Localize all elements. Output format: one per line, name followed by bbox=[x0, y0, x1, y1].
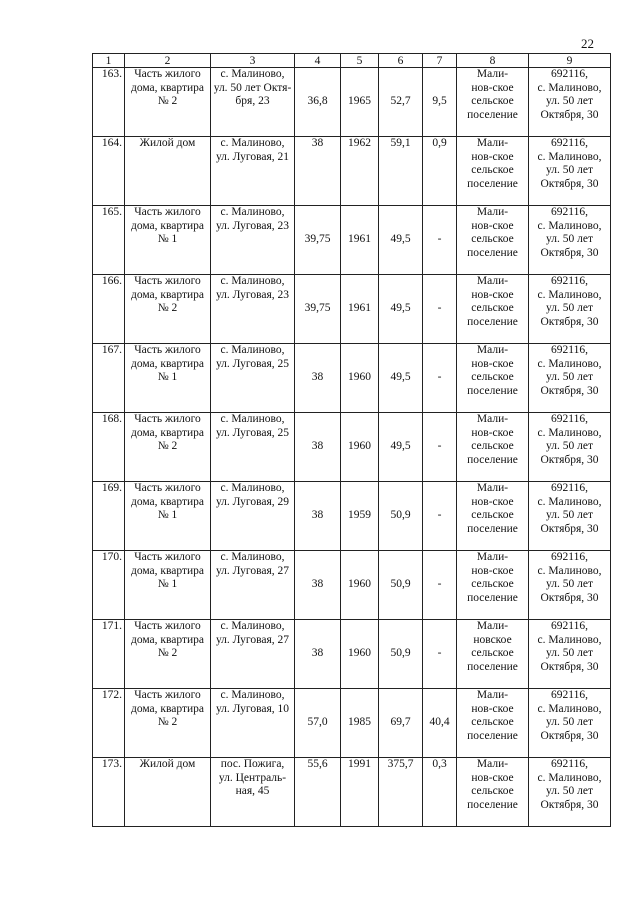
area-value: 38 bbox=[295, 482, 341, 551]
owner-address: 692116, с. Малиново, ул. 50 лет Октября, 30 bbox=[529, 275, 611, 344]
row-number: 165. bbox=[93, 206, 125, 275]
owner-name: Мали- нов-ское сельское поселение bbox=[457, 482, 529, 551]
value-col7: 40,4 bbox=[423, 689, 457, 758]
value-col7: - bbox=[423, 620, 457, 689]
column-header: 4 bbox=[295, 54, 341, 68]
owner-name: Мали- нов-ское сельское поселение bbox=[457, 758, 529, 827]
row-number: 163. bbox=[93, 68, 125, 137]
table-row bbox=[93, 344, 611, 413]
object-name: Часть жилого дома, квартира № 2 bbox=[125, 275, 211, 344]
row-number: 173. bbox=[93, 758, 125, 827]
value-col6: 50,9 bbox=[379, 551, 423, 620]
object-address: с. Малиново, ул. Луговая, 23 bbox=[211, 206, 295, 275]
object-address: с. Малиново, ул. Луговая, 10 bbox=[211, 689, 295, 758]
table-row bbox=[93, 551, 611, 620]
value-col7: - bbox=[423, 275, 457, 344]
object-name: Жилой дом bbox=[125, 758, 211, 827]
table-row bbox=[93, 689, 611, 758]
value-col7: - bbox=[423, 551, 457, 620]
page-number: 22 bbox=[581, 36, 594, 51]
column-header: 7 bbox=[423, 54, 457, 68]
year-value: 1991 bbox=[341, 758, 379, 827]
table-row bbox=[93, 68, 611, 137]
object-address: с. Малиново, ул. 50 лет Октя- бря, 23 bbox=[211, 68, 295, 137]
object-name: Часть жилого дома, квартира № 1 bbox=[125, 206, 211, 275]
object-address: с. Малиново, ул. Луговая, 21 bbox=[211, 137, 295, 206]
value-col6: 49,5 bbox=[379, 344, 423, 413]
area-value: 55,6 bbox=[295, 758, 341, 827]
area-value: 38 bbox=[295, 620, 341, 689]
table-header-row bbox=[93, 54, 611, 68]
value-col7: 9,5 bbox=[423, 68, 457, 137]
row-number: 172. bbox=[93, 689, 125, 758]
row-number: 164. bbox=[93, 137, 125, 206]
value-col6: 49,5 bbox=[379, 275, 423, 344]
area-value: 36,8 bbox=[295, 68, 341, 137]
area-value: 39,75 bbox=[295, 206, 341, 275]
year-value: 1960 bbox=[341, 620, 379, 689]
year-value: 1965 bbox=[341, 68, 379, 137]
column-header: 5 bbox=[341, 54, 379, 68]
owner-address: 692116, с. Малиново, ул. 50 лет Октября, 30 bbox=[529, 620, 611, 689]
table-row bbox=[93, 758, 611, 827]
table-row bbox=[93, 620, 611, 689]
value-col6: 375,7 bbox=[379, 758, 423, 827]
owner-address: 692116, с. Малиново, ул. 50 лет Октября, 30 bbox=[529, 551, 611, 620]
area-value: 39,75 bbox=[295, 275, 341, 344]
object-name: Часть жилого дома, квартира № 1 bbox=[125, 482, 211, 551]
owner-name: Мали- новское сельское поселение bbox=[457, 620, 529, 689]
object-address: с. Малиново, ул. Луговая, 25 bbox=[211, 344, 295, 413]
area-value: 38 bbox=[295, 413, 341, 482]
owner-address: 692116, с. Малиново, ул. 50 лет Октября, 30 bbox=[529, 206, 611, 275]
year-value: 1959 bbox=[341, 482, 379, 551]
area-value: 38 bbox=[295, 344, 341, 413]
column-header: 8 bbox=[457, 54, 529, 68]
value-col6: 59,1 bbox=[379, 137, 423, 206]
area-value: 38 bbox=[295, 137, 341, 206]
year-value: 1960 bbox=[341, 413, 379, 482]
column-header: 9 bbox=[529, 54, 611, 68]
owner-address: 692116, с. Малиново, ул. 50 лет Октября, 30 bbox=[529, 689, 611, 758]
owner-name: Мали- нов-ское сельское поселение bbox=[457, 275, 529, 344]
row-number: 171. bbox=[93, 620, 125, 689]
area-value: 38 bbox=[295, 551, 341, 620]
table-row bbox=[93, 413, 611, 482]
value-col6: 69,7 bbox=[379, 689, 423, 758]
value-col7: - bbox=[423, 482, 457, 551]
owner-address: 692116, с. Малиново, ул. 50 лет Октября, 30 bbox=[529, 68, 611, 137]
table-row bbox=[93, 482, 611, 551]
object-name: Часть жилого дома, квартира № 2 bbox=[125, 620, 211, 689]
owner-name: Мали- нов-ское сельское поселение bbox=[457, 689, 529, 758]
object-name: Жилой дом bbox=[125, 137, 211, 206]
owner-address: 692116, с. Малиново, ул. 50 лет Октября, 30 bbox=[529, 413, 611, 482]
column-header: 3 bbox=[211, 54, 295, 68]
owner-name: Мали- нов-ское сельское поселение bbox=[457, 206, 529, 275]
row-number: 168. bbox=[93, 413, 125, 482]
object-name: Часть жилого дома, квартира № 2 bbox=[125, 413, 211, 482]
object-address: пос. Пожига, ул. Централь- ная, 45 bbox=[211, 758, 295, 827]
object-address: с. Малиново, ул. Луговая, 29 bbox=[211, 482, 295, 551]
year-value: 1962 bbox=[341, 137, 379, 206]
owner-address: 692116, с. Малиново, ул. 50 лет Октября, 30 bbox=[529, 344, 611, 413]
row-number: 170. bbox=[93, 551, 125, 620]
year-value: 1961 bbox=[341, 275, 379, 344]
table-row bbox=[93, 206, 611, 275]
value-col6: 49,5 bbox=[379, 206, 423, 275]
owner-name: Мали- нов-ское сельское поселение bbox=[457, 551, 529, 620]
owner-address: 692116, с. Малиново, ул. 50 лет Октября, 30 bbox=[529, 482, 611, 551]
property-register-table bbox=[92, 53, 611, 827]
column-header: 6 bbox=[379, 54, 423, 68]
value-col7: - bbox=[423, 344, 457, 413]
object-name: Часть жилого дома, квартира № 2 bbox=[125, 68, 211, 137]
value-col7: - bbox=[423, 413, 457, 482]
column-header: 2 bbox=[125, 54, 211, 68]
owner-address: 692116, с. Малиново, ул. 50 лет Октября, 30 bbox=[529, 758, 611, 827]
value-col6: 49,5 bbox=[379, 413, 423, 482]
owner-name: Мали- нов-ское сельское поселение bbox=[457, 413, 529, 482]
value-col6: 52,7 bbox=[379, 68, 423, 137]
value-col7: 0,3 bbox=[423, 758, 457, 827]
year-value: 1985 bbox=[341, 689, 379, 758]
table-row bbox=[93, 275, 611, 344]
column-header: 1 bbox=[93, 54, 125, 68]
owner-name: Мали- нов-ское сельское поселение bbox=[457, 344, 529, 413]
area-value: 57,0 bbox=[295, 689, 341, 758]
object-name: Часть жилого дома, квартира № 2 bbox=[125, 689, 211, 758]
object-name: Часть жилого дома, квартира № 1 bbox=[125, 344, 211, 413]
owner-name: Мали- нов-ское сельское поселение bbox=[457, 68, 529, 137]
object-address: с. Малиново, ул. Луговая, 27 bbox=[211, 620, 295, 689]
row-number: 169. bbox=[93, 482, 125, 551]
value-col6: 50,9 bbox=[379, 620, 423, 689]
year-value: 1960 bbox=[341, 344, 379, 413]
value-col7: - bbox=[423, 206, 457, 275]
object-address: с. Малиново, ул. Луговая, 27 bbox=[211, 551, 295, 620]
year-value: 1960 bbox=[341, 551, 379, 620]
year-value: 1961 bbox=[341, 206, 379, 275]
value-col7: 0,9 bbox=[423, 137, 457, 206]
value-col6: 50,9 bbox=[379, 482, 423, 551]
object-address: с. Малиново, ул. Луговая, 25 bbox=[211, 413, 295, 482]
object-name: Часть жилого дома, квартира № 1 bbox=[125, 551, 211, 620]
object-address: с. Малиново, ул. Луговая, 23 bbox=[211, 275, 295, 344]
owner-name: Мали- нов-ское сельское поселение bbox=[457, 137, 529, 206]
row-number: 166. bbox=[93, 275, 125, 344]
row-number: 167. bbox=[93, 344, 125, 413]
owner-address: 692116, с. Малиново, ул. 50 лет Октября, 30 bbox=[529, 137, 611, 206]
table-row bbox=[93, 137, 611, 206]
